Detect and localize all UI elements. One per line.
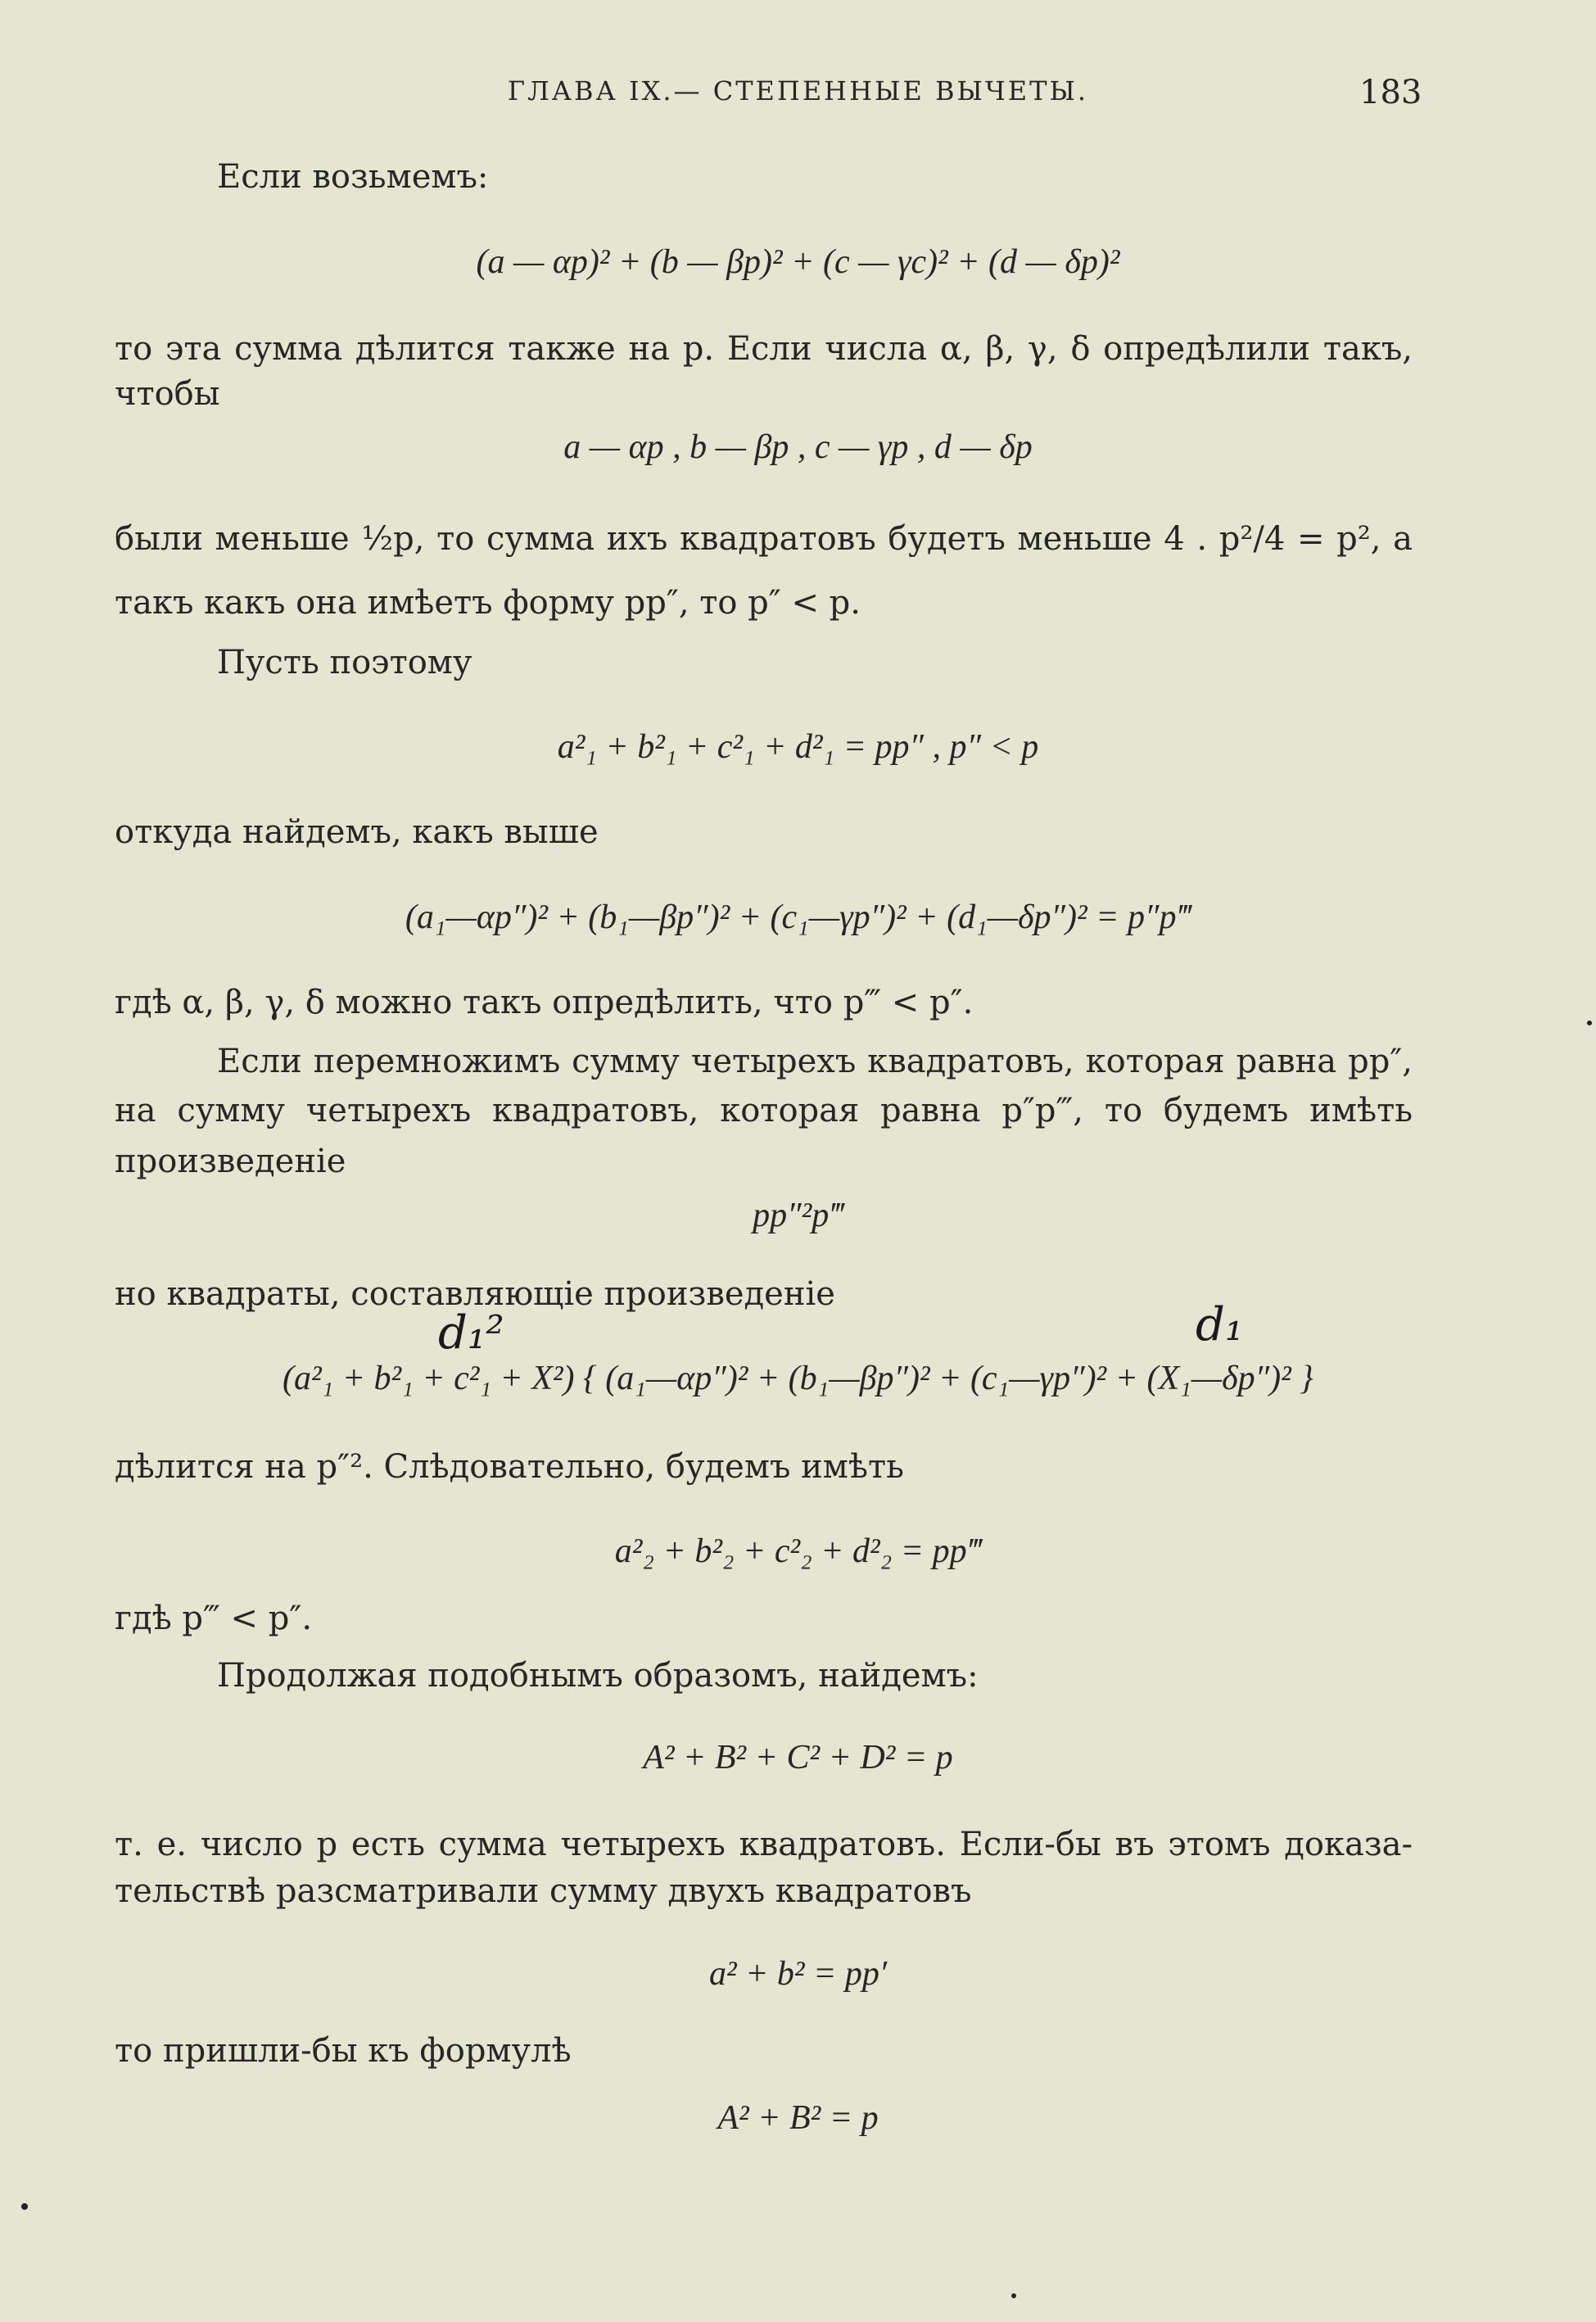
text-line: гдѣ p‴ < p″. [115,1600,313,1637]
formula: pp″²p‴ [753,1197,843,1234]
text-line: но квадраты, составляющіе произведеніе [115,1275,835,1313]
formula: a²₂ + b²₂ + c²₂ + d²₂ = pp‴ [614,1532,982,1570]
text-line: были меньше ½p, то сумма ихъ квадратовъ будетъ меньше 4 . p²/4 = p², а [115,520,1413,558]
text-line: тельствѣ разсматривали сумму двухъ квадратовъ [115,1872,972,1910]
text-line: произведеніе [115,1143,346,1180]
ink-speck [1011,2293,1016,2298]
text-line: дѣлится на p″². Слѣдовательно, будемъ имѣть [115,1448,904,1486]
text-line: т. е. число p есть сумма четырехъ квадратовъ. Если-бы въ этомъ доказа- [115,1826,1413,1863]
text-line: чтобы [115,375,220,413]
text-line: откуда найдемъ, какъ выше [115,813,599,851]
text-line: то эта сумма дѣлится также на p. Если числа α, β, γ, δ опредѣлили такъ, [115,330,1413,368]
formula: (a₁—αp″)² + (b₁—βp″)² + (c₁—γp″)² + (d₁—δp″)² = p″p‴ [405,898,1191,936]
text-line: Продолжая подобнымъ образомъ, найдемъ: [217,1657,979,1695]
ink-speck [21,2203,28,2210]
text-line: Пусть поэтому [217,644,472,681]
text-line: Если возьмемъ: [217,158,489,196]
page-number: 183 [1359,74,1422,111]
text-line: гдѣ α, β, γ, δ можно такъ опредѣлить, что p‴ < p″. [115,984,974,1021]
formula: a — αp , b — βp , c — γp , d — δp [563,428,1033,466]
handwritten-annotation: d₁² [438,1306,504,1360]
formula: (a — αp)² + (b — βp)² + (c — γc)² + (d — δp)² [476,243,1120,281]
formula: (a²₁ + b²₁ + c²₁ + X²) { (a₁—αp″)² + (b₁—βp″)² + (c₁—γp″)² + (X₁—δp″)² } [283,1360,1313,1397]
formula: a² + b² = pp′ [708,1955,888,1993]
text-line: на сумму четырехъ квадратовъ, которая равна p″p‴, то будемъ имѣть [115,1092,1413,1129]
text-line: то пришли-бы къ формулѣ [115,2032,572,2070]
running-header: ГЛАВА IX.— СТЕПЕННЫЕ ВЫЧЕТЫ. [507,75,1089,106]
formula: A² + B² = p [717,2099,879,2137]
handwritten-annotation: d₁ [1196,1298,1244,1351]
text-line: такъ какъ она имѣетъ форму pp″, то p″ < p. [115,584,861,622]
formula: a²₁ + b²₁ + c²₁ + d²₁ = pp″ , p″ < p [557,728,1039,766]
formula: A² + B² + C² + D² = p [643,1739,953,1777]
text-line: Если перемножимъ сумму четырехъ квадратовъ, которая равна pp″, [217,1043,1413,1080]
ink-speck [1587,1021,1592,1025]
